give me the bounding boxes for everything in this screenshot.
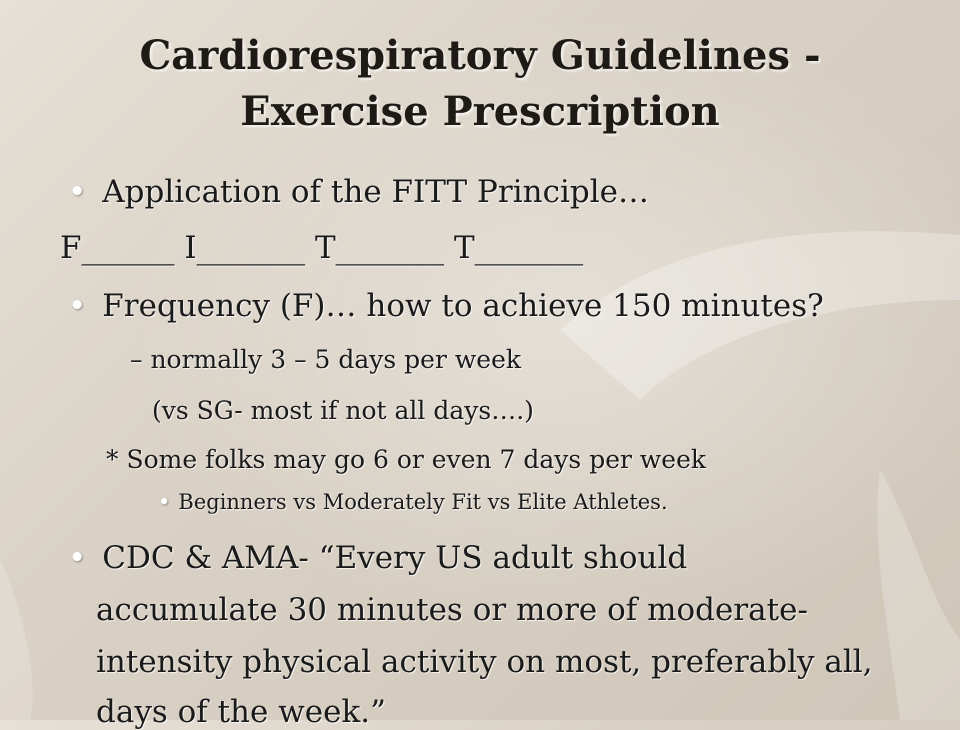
cdc-ama-line-2: accumulate 30 minutes or more of moderate-: [96, 592, 808, 628]
sub-item-continuation: (vs SG- most if not all days….): [152, 396, 534, 425]
title-line-1: Cardiorespiratory Guidelines -: [139, 32, 821, 79]
bullet-item-fitt: [68, 174, 649, 210]
sub-item-days: – normally 3 – 5 days per week: [130, 345, 522, 374]
bullet-item-frequency: [68, 288, 824, 324]
bullet-icon: •: [68, 288, 87, 324]
bullet-icon: •: [68, 540, 87, 576]
slide-title: [0, 28, 960, 140]
note-line: * Some folks may go 6 or even 7 days per week: [106, 445, 707, 474]
fitt-blanks-line: F______ I_______ T_______ T_______: [60, 230, 584, 266]
bullet-icon: •: [68, 174, 87, 210]
bullet-text: CDC & AMA- “Every US adult should: [102, 540, 688, 576]
cdc-ama-line-4: days of the week.”: [96, 694, 386, 730]
title-line-2: Exercise Prescription: [240, 88, 720, 135]
sub-bullet-fitness-levels: [158, 490, 668, 514]
cdc-ama-line-3: intensity physical activity on most, preferably all,: [96, 644, 873, 680]
bullet-text: Frequency (F)… how to achieve 150 minutes?: [102, 288, 824, 324]
bullet-icon: •: [158, 490, 171, 514]
bullet-text: Application of the FITT Principle…: [102, 174, 649, 210]
bullet-item-cdc-ama: [68, 540, 687, 576]
bullet-text: Beginners vs Moderately Fit vs Elite Athletes.: [178, 490, 668, 514]
